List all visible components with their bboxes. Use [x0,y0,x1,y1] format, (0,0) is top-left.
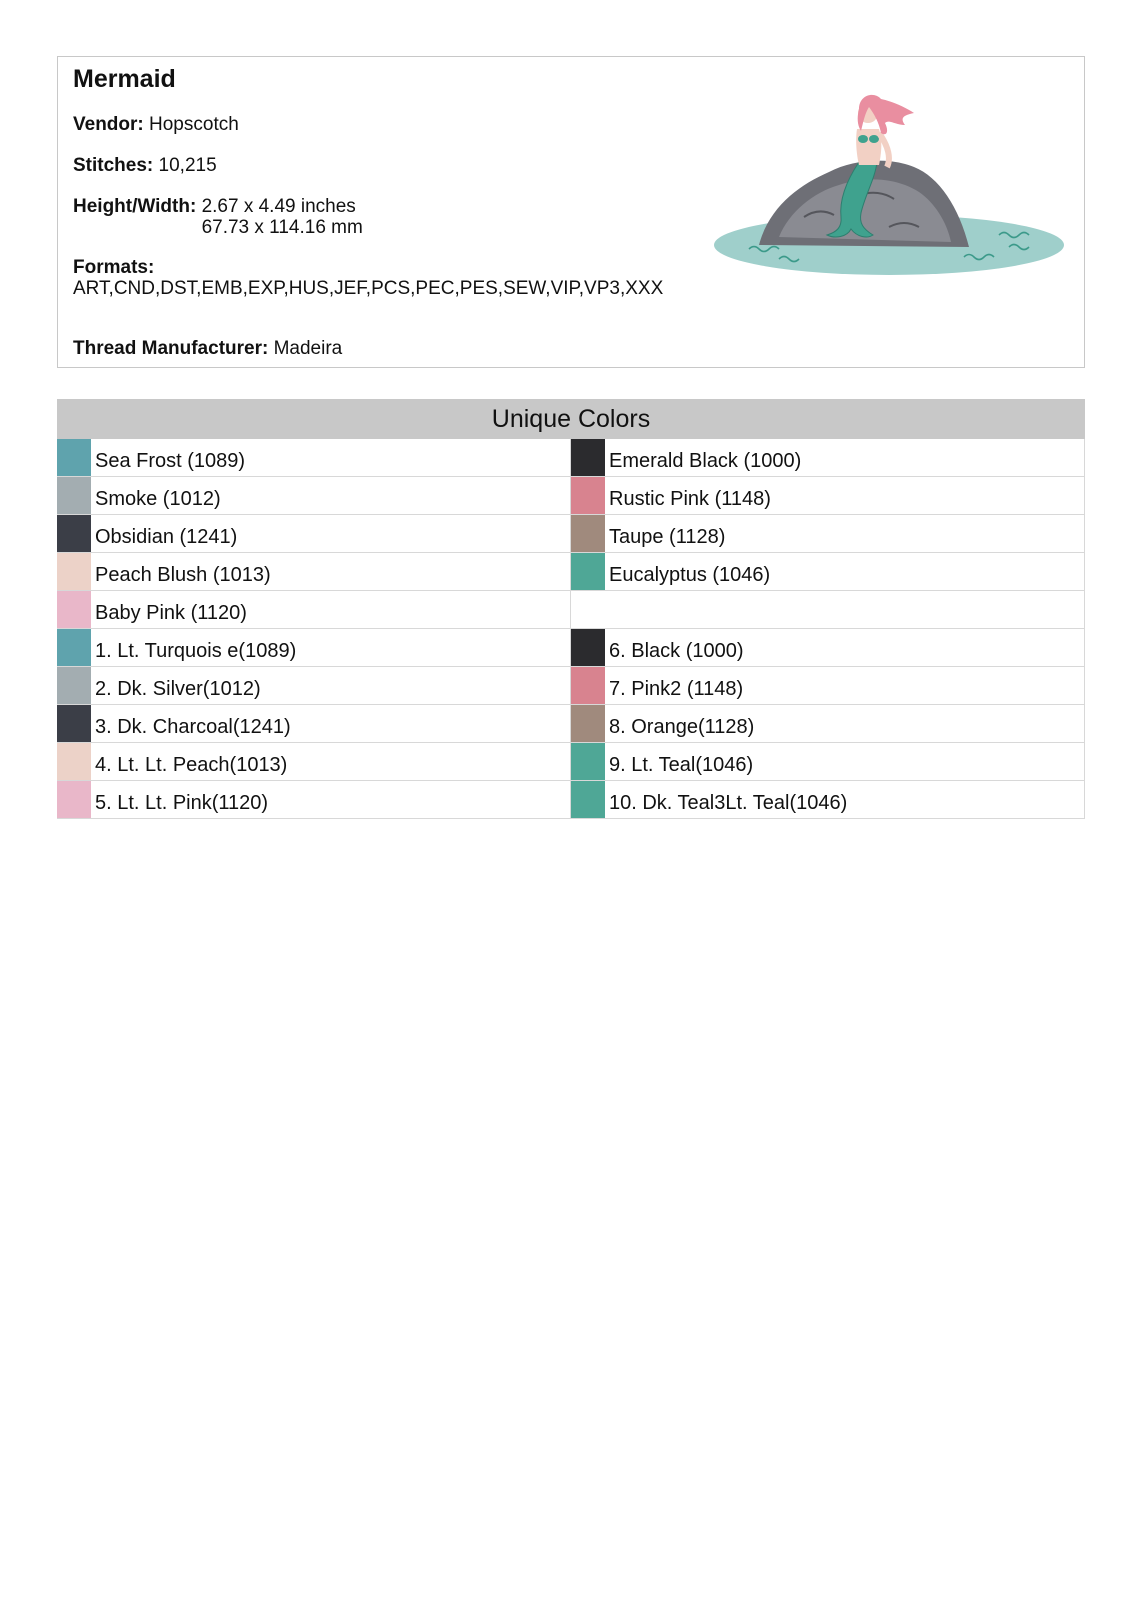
color-cell-left [57,591,571,628]
color-swatch [57,553,91,590]
color-cell-left [57,667,571,704]
color-swatch [57,781,91,818]
design-title: Mermaid [73,65,176,93]
color-cell-left [57,705,571,742]
stitches-label: Stitches: [73,155,154,176]
color-swatch [57,515,91,552]
color-swatch [571,667,605,704]
height-width-field [73,196,363,238]
color-swatch [571,477,605,514]
color-swatch [571,515,605,552]
color-name: Taupe (1128) [609,526,726,548]
vendor-value: Hopscotch [149,114,239,135]
mermaid-design-preview [709,67,1069,282]
color-row [57,705,1085,743]
mermaid-top-left [858,135,868,143]
color-swatch [57,439,91,476]
color-name: 4. Lt. Lt. Peach(1013) [95,754,288,776]
color-cell-left [57,515,571,552]
color-cell-right [571,743,1085,780]
height-width-label: Height/Width: [73,196,197,217]
color-name: Eucalyptus (1046) [609,564,771,586]
unique-colors-header: Unique Colors [57,399,1085,439]
color-name: Rustic Pink (1148) [609,488,771,510]
color-name [605,591,609,628]
stitches-field [73,155,217,176]
color-name: 1. Lt. Turquois e(1089) [95,640,297,662]
color-swatch [571,743,605,780]
color-swatch [57,629,91,666]
color-cell-right [571,781,1085,818]
unique-colors-rows [57,439,1085,819]
color-name: 6. Black (1000) [609,640,744,662]
color-swatch [571,781,605,818]
color-swatch [57,667,91,704]
color-row [57,667,1085,705]
color-row [57,553,1085,591]
color-swatch [571,439,605,476]
design-info-panel [57,56,1085,368]
color-cell-right [571,667,1085,704]
color-name: 2. Dk. Silver(1012) [95,678,261,700]
color-name: 7. Pink2 (1148) [609,678,744,700]
thread-manufacturer-field [73,338,342,359]
color-cell-right [571,591,1085,628]
color-name: Peach Blush (1013) [95,564,271,586]
unique-colors-table [57,399,1085,819]
color-name: Smoke (1012) [95,488,221,510]
thread-manufacturer-label: Thread Manufacturer: [73,338,269,359]
color-swatch [57,477,91,514]
color-cell-right [571,477,1085,514]
color-cell-right [571,553,1085,590]
color-name: Sea Frost (1089) [95,450,246,472]
color-cell-left [57,477,571,514]
formats-label: Formats: [73,257,155,278]
color-swatch [571,705,605,742]
color-swatch [57,743,91,780]
color-name: 10. Dk. Teal3Lt. Teal(1046) [609,792,848,814]
vendor-label: Vendor: [73,114,144,135]
color-swatch [57,591,91,628]
formats-value: ART,CND,DST,EMB,EXP,HUS,JEF,PCS,PEC,PES,SEW,VIP,VP3,XXX [73,278,664,299]
color-name: 9. Lt. Teal(1046) [609,754,754,776]
color-row [57,477,1085,515]
color-row [57,515,1085,553]
color-cell-right [571,515,1085,552]
color-swatch [571,629,605,666]
color-row [57,439,1085,477]
stitches-value: 10,215 [158,155,217,176]
color-cell-left [57,439,571,476]
height-width-inches: 2.67 x 4.49 inches [201,196,356,217]
vendor-field [73,114,239,135]
color-swatch [571,553,605,590]
color-cell-right [571,629,1085,666]
color-cell-left [57,553,571,590]
color-cell-left [57,629,571,666]
color-name: 5. Lt. Lt. Pink(1120) [95,792,269,814]
mermaid-top-right [869,135,879,143]
color-swatch [571,591,605,628]
color-row [57,591,1085,629]
height-width-values [202,196,363,238]
color-row [57,781,1085,819]
formats-field [73,257,683,299]
color-name: Baby Pink (1120) [95,602,247,624]
color-cell-right [571,439,1085,476]
color-row [57,743,1085,781]
color-name: Emerald Black (1000) [609,450,802,472]
color-name: Obsidian (1241) [95,526,238,548]
color-swatch [57,705,91,742]
thread-manufacturer-value: Madeira [273,338,343,359]
color-cell-left [57,743,571,780]
color-cell-right [571,705,1085,742]
color-name: 8. Orange(1128) [609,716,755,738]
color-cell-left [57,781,571,818]
height-width-mm: 67.73 x 114.16 mm [201,217,363,238]
color-row [57,629,1085,667]
color-name: 3. Dk. Charcoal(1241) [95,716,291,738]
